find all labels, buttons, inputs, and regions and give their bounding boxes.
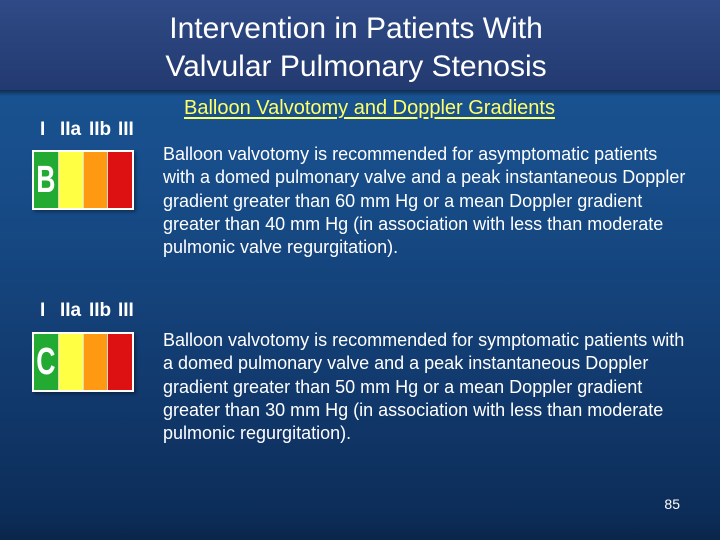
class-iii-cell bbox=[108, 334, 132, 390]
class-iii-cell bbox=[108, 152, 132, 208]
class-labels-row bbox=[38, 300, 148, 324]
class-iia-cell bbox=[59, 152, 84, 208]
recommendation-text: Balloon valvotomy is recommended for symptomatic patients with a domed pulmonary valve and a peak instantaneous Doppler gradient greater than 50 mm Hg or a mean Doppler gradient greater than 30 mm Hg (in association with less than moderate pulmonic regurgitation). bbox=[163, 330, 685, 444]
slide-subtitle: Balloon Valvotomy and Doppler Gradients bbox=[184, 97, 555, 119]
level-letter: B bbox=[36, 158, 56, 201]
class-label-iii: III bbox=[118, 119, 134, 140]
slide-title-line-2: Valvular Pulmonary Stenosis bbox=[165, 50, 547, 83]
slide-title bbox=[0, 10, 712, 86]
class-label-iia: IIa bbox=[60, 300, 82, 321]
class-label-iia: IIa bbox=[60, 119, 82, 140]
class-labels-row bbox=[38, 119, 148, 143]
class-label-iib: IIb bbox=[89, 119, 112, 140]
class-i-cell bbox=[34, 152, 59, 208]
level-badge bbox=[32, 332, 134, 392]
level-badge bbox=[32, 150, 134, 210]
recommendation-text: Balloon valvotomy is recommended for asymptomatic patients with a domed pulmonary valve and a peak instantaneous Doppler gradient greater than 60 mm Hg or a mean Doppler gradient greater than 40 mm Hg (in association with less than moderate pulmonic valve regurgitation). bbox=[163, 144, 686, 258]
level-letter: C bbox=[36, 340, 56, 383]
class-iib-cell bbox=[84, 334, 109, 390]
class-label-i: I bbox=[40, 300, 46, 321]
class-label-i: I bbox=[40, 119, 46, 140]
class-iia-cell bbox=[59, 334, 84, 390]
class-label-iii: III bbox=[118, 300, 134, 321]
page-number: 85 bbox=[664, 496, 680, 512]
slide-title-line-1: Intervention in Patients With bbox=[169, 12, 543, 45]
class-i-cell bbox=[34, 334, 59, 390]
class-iib-cell bbox=[84, 152, 109, 208]
footer-band bbox=[0, 518, 720, 540]
class-label-iib: IIb bbox=[89, 300, 112, 321]
